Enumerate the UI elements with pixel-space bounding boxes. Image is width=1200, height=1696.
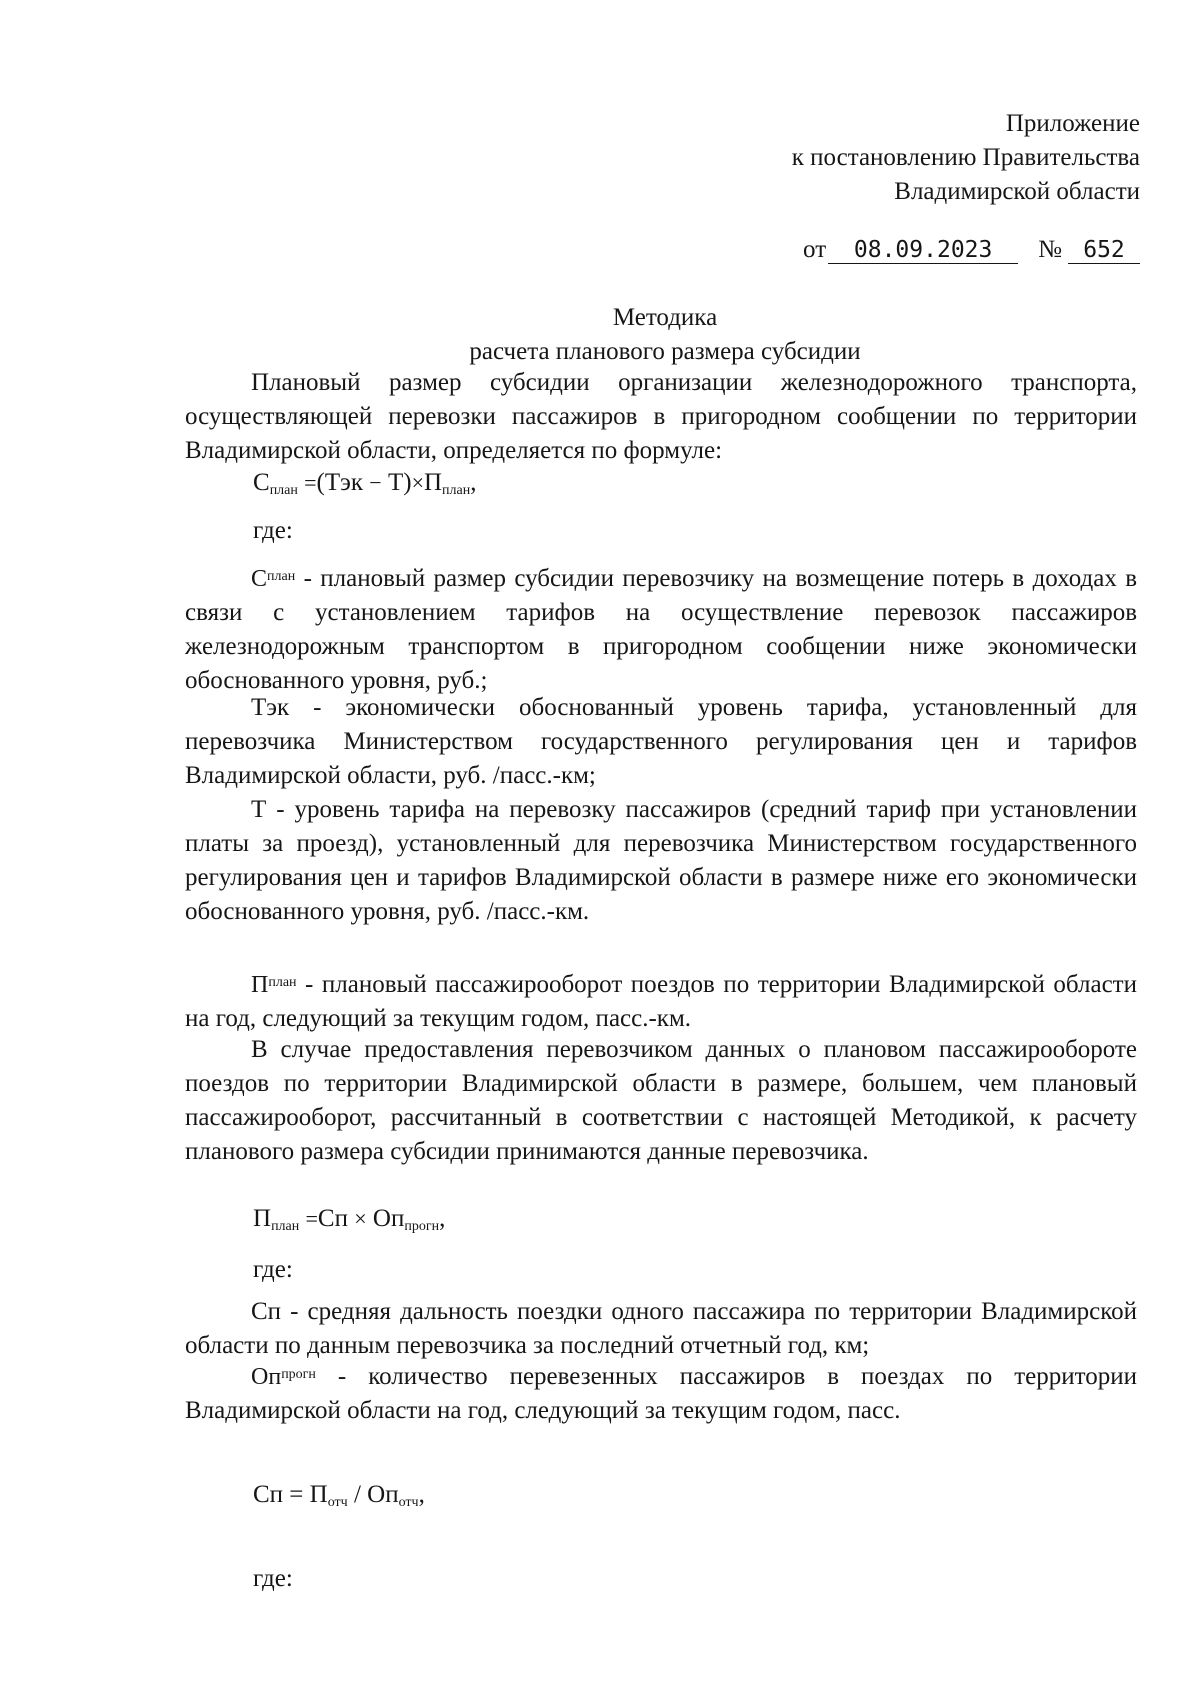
date-prefix: от: [803, 236, 827, 263]
definition-opprogn: $Оп_{прогн}$ - количество перевезенных пассажиров в поездах по территории Владимирской области на год, следующий за текущим годом, пасс.: [185, 1363, 1137, 1424]
document-subtitle: расчета планового размера субсидии: [469, 338, 861, 365]
intro-paragraph: Плановый размер субсидии организации железнодорожного транспорта, осуществляющей перевозки пассажиров в пригородном сообщении по территории Владимирской области, определяется по формуле:: [185, 369, 1137, 464]
resolution-number: 652: [1068, 237, 1140, 264]
resolution-date: 08.09.2023: [828, 237, 1018, 264]
pplan-symbol: П: [251, 972, 269, 998]
case-paragraph: В случае предоставления перевозчиком данных о плановом пассажирообороте поездов по территории Владимирской области в размере, большем, чем плановый пассажирооборот, рассчитанный в соответствии с настоящей Методикой, к расчету планового размера субсидии принимаются данные перевозчика.: [185, 1036, 1137, 1165]
opprogn-symbol: Оп: [251, 1364, 282, 1390]
document-title: Методика: [612, 304, 718, 331]
number-prefix: №: [1038, 236, 1062, 263]
definition-t: Т - уровень тарифа на перевозку пассажиров (средний тариф при установлении платы за проезд), установленный для перевозчика Министерством государственного регулирования цен и тарифов Владимирской области в размере ниже его экономически обоснованного уровня, руб. /пасс.-км.: [185, 796, 1137, 925]
appendix-region-line: Владимирской области: [894, 178, 1140, 205]
definition-sp: Сп - средняя дальность поездки одного пассажира по территории Владимирской области по данным перевозчика за последний отчетный год, км;: [185, 1298, 1137, 1359]
resolution-number-line: [803, 236, 1140, 264]
formula-average-distance: Сп = $П_{отч} / Оп_{отч}$,: [253, 1481, 425, 1510]
formula-subsidy: $С_{план} =(Тэк - Т)\times П_{план}$,: [253, 469, 477, 498]
definition-pplan: $П_{план}$ - плановый пассажирооборот поездов по территории Владимирской области на год, следующий за текущим годом, пасс.-км.: [185, 971, 1137, 1032]
appendix-resolution-line: к постановлению Правительства: [791, 144, 1140, 171]
definition-tek: Тэк - экономически обоснованный уровень тарифа, установленный для перевозчика Министерством государственного регулирования цен и тарифов Владимирской области, руб. /пасс.-км;: [185, 694, 1137, 789]
formula-passenger-turnover: $П_{план} =Сп \times Оп_{прогн}$,: [253, 1205, 446, 1234]
splan-symbol: С: [251, 566, 268, 592]
where-label-1: где:: [253, 517, 293, 544]
appendix-label: Приложение: [1005, 110, 1140, 137]
where-label-3: где:: [253, 1565, 293, 1592]
where-label-2: где:: [253, 1256, 293, 1283]
definition-splan: $С_{план}$ - плановый размер субсидии перевозчику на возмещение потерь в доходах в связи с установлением тарифов на осуществление перевозок пассажиров железнодорожным транспортом в пригородном сообщении ниже экономически обоснованного уровня, руб.;: [185, 565, 1137, 694]
